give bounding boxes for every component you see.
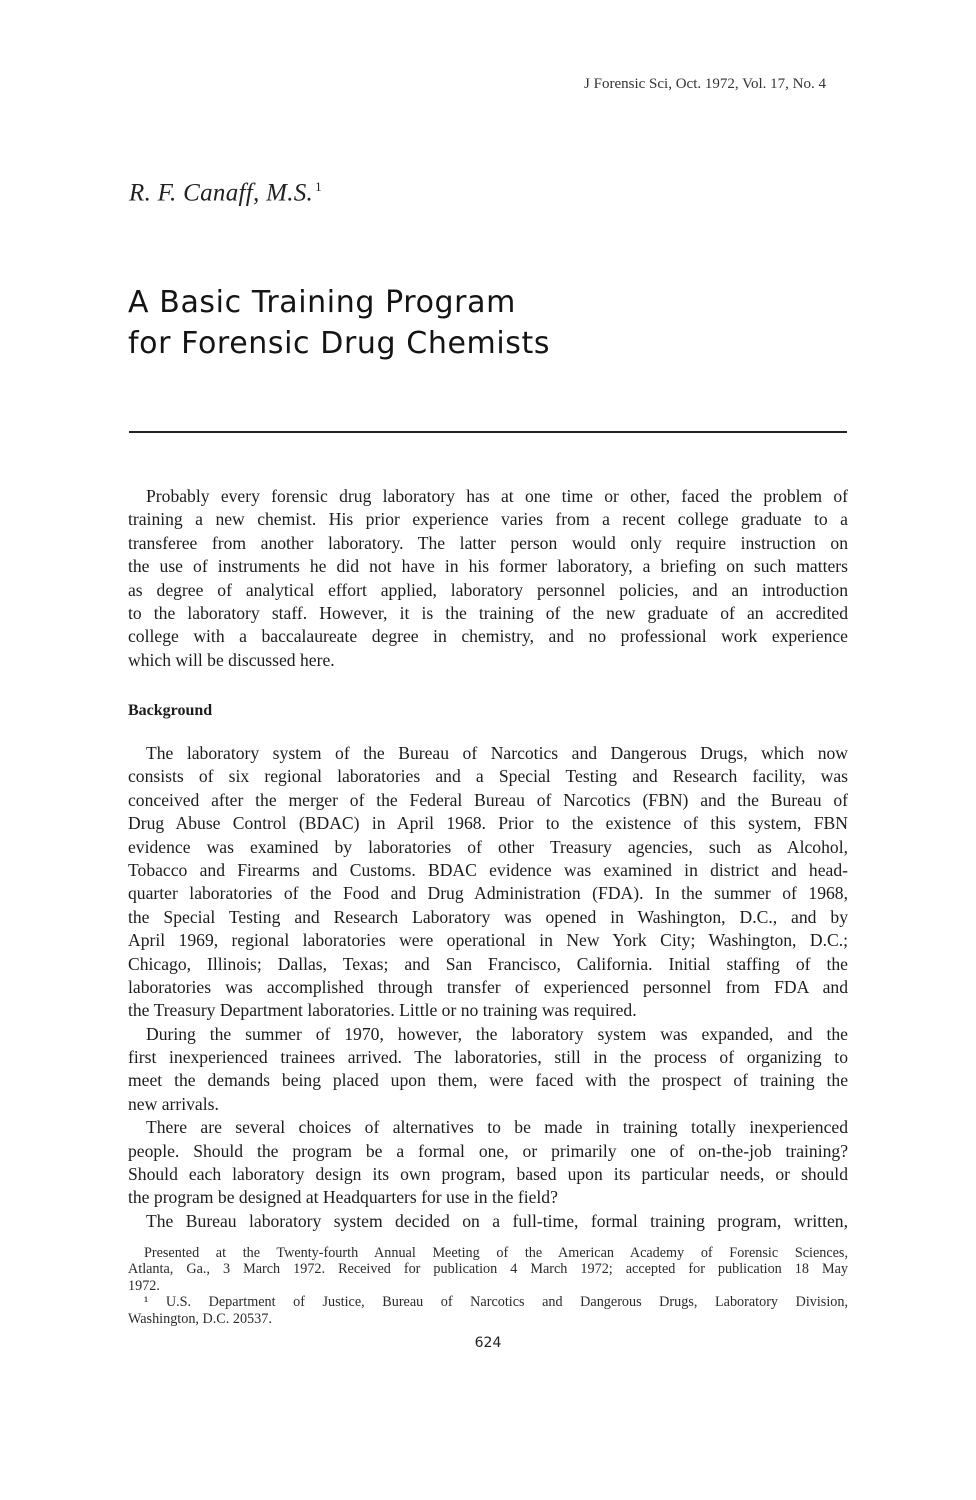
background-section-body xyxy=(128,742,848,1233)
intro-line: Probably every forensic drug laboratory has at one time or other, faced the problem of xyxy=(146,486,848,506)
background-line: meet the demands being placed upon them, were faced with the prospect of training the xyxy=(128,1070,848,1091)
intro-line: to the laboratory staff. However, it is the training of the new graduate of an accredited xyxy=(128,602,848,623)
background-line: the Treasury Department laboratories. Little or no training was required. xyxy=(128,1000,637,1021)
background-line: evidence was examined by laboratories of other Treasury agencies, such as Alcohol, xyxy=(128,836,848,857)
footnote-line: Presented at the Twenty-fourth Annual Meeting of the American Academy of Forensic Sciences, xyxy=(144,1245,848,1261)
footnotes xyxy=(128,1245,848,1327)
background-line: consists of six regional laboratories and a Special Testing and Research facility, was xyxy=(128,766,848,787)
background-line: Tobacco and Firearms and Customs. BDAC evidence was examined in district and head- xyxy=(128,859,848,880)
background-line: The laboratory system of the Bureau of Narcotics and Dangerous Drugs, which now xyxy=(146,743,848,763)
footnote-line: ¹ U.S. Department of Justice, Bureau of Narcotics and Dangerous Drugs, Laboratory Division, xyxy=(144,1294,848,1311)
intro-line: as degree of analytical effort applied, laboratory personnel policies, and an introduction xyxy=(128,579,848,600)
author-byline xyxy=(129,179,322,207)
section-heading-background: Background xyxy=(128,702,213,719)
footnote-line: Atlanta, Ga., 3 March 1972. Received for publication 4 March 1972; accepted for publication 18 May xyxy=(128,1261,848,1278)
background-line: During the summer of 1970, however, the laboratory system was expanded, and the xyxy=(146,1023,848,1044)
background-line: new arrivals. xyxy=(128,1093,219,1114)
background-line: Drug Abuse Control (BDAC) in April 1968. Prior to the existence of this system, FBN xyxy=(128,813,848,834)
background-line: first inexperienced trainees arrived. The laboratories, still in the process of organizing to xyxy=(128,1047,848,1068)
background-line: conceived after the merger of the Federal Bureau of Narcotics (FBN) and the Bureau of xyxy=(128,789,848,810)
running-head: J Forensic Sci, Oct. 1972, Vol. 17, No. 4 xyxy=(584,76,826,92)
background-line: Should each laboratory design its own program, based upon its particular needs, or should xyxy=(128,1164,848,1185)
footnote-line: Washington, D.C. 20537. xyxy=(128,1310,272,1327)
intro-line: college with a baccalaureate degree in chemistry, and no professional work experience xyxy=(128,626,848,647)
background-line: quarter laboratories of the Food and Drug Administration (FDA). In the summer of 1968, xyxy=(128,883,848,904)
intro-line: training a new chemist. His prior experience varies from a recent college graduate to a xyxy=(128,509,848,530)
intro-line: which will be discussed here. xyxy=(128,649,335,670)
intro-paragraph xyxy=(128,485,848,672)
article-title xyxy=(128,282,828,364)
author-footnote-mark: 1 xyxy=(315,179,322,194)
background-line: laboratories was accomplished through transfer of experienced personnel from FDA and xyxy=(128,976,848,997)
background-line: There are several choices of alternatives to be made in training totally inexperienced xyxy=(146,1117,848,1138)
footnote-line: 1972. xyxy=(128,1277,160,1294)
page-number: 624 xyxy=(474,1335,502,1351)
title-divider xyxy=(129,431,847,433)
author-name: R. F. Canaff, M.S. xyxy=(129,179,314,207)
title-line-2: for Forensic Drug Chemists xyxy=(128,326,551,361)
background-line: The Bureau laboratory system decided on a full-time, formal training program, written, xyxy=(146,1210,848,1231)
title-line-1: A Basic Training Program xyxy=(128,285,516,320)
intro-line: transferee from another laboratory. The latter person would only require instruction on xyxy=(128,532,848,553)
background-line: the program be designed at Headquarters for use in the field? xyxy=(128,1187,558,1208)
background-line: April 1969, regional laboratories were operational in New York City; Washington, D.C.; xyxy=(128,930,848,951)
intro-line: the use of instruments he did not have in his former laboratory, a briefing on such matters xyxy=(128,556,848,577)
background-line: Chicago, Illinois; Dallas, Texas; and San Francisco, California. Initial staffing of the xyxy=(128,953,848,974)
background-line: people. Should the program be a formal one, or primarily one of on-the-job training? xyxy=(128,1140,848,1161)
background-line: the Special Testing and Research Laboratory was opened in Washington, D.C., and by xyxy=(128,906,848,927)
